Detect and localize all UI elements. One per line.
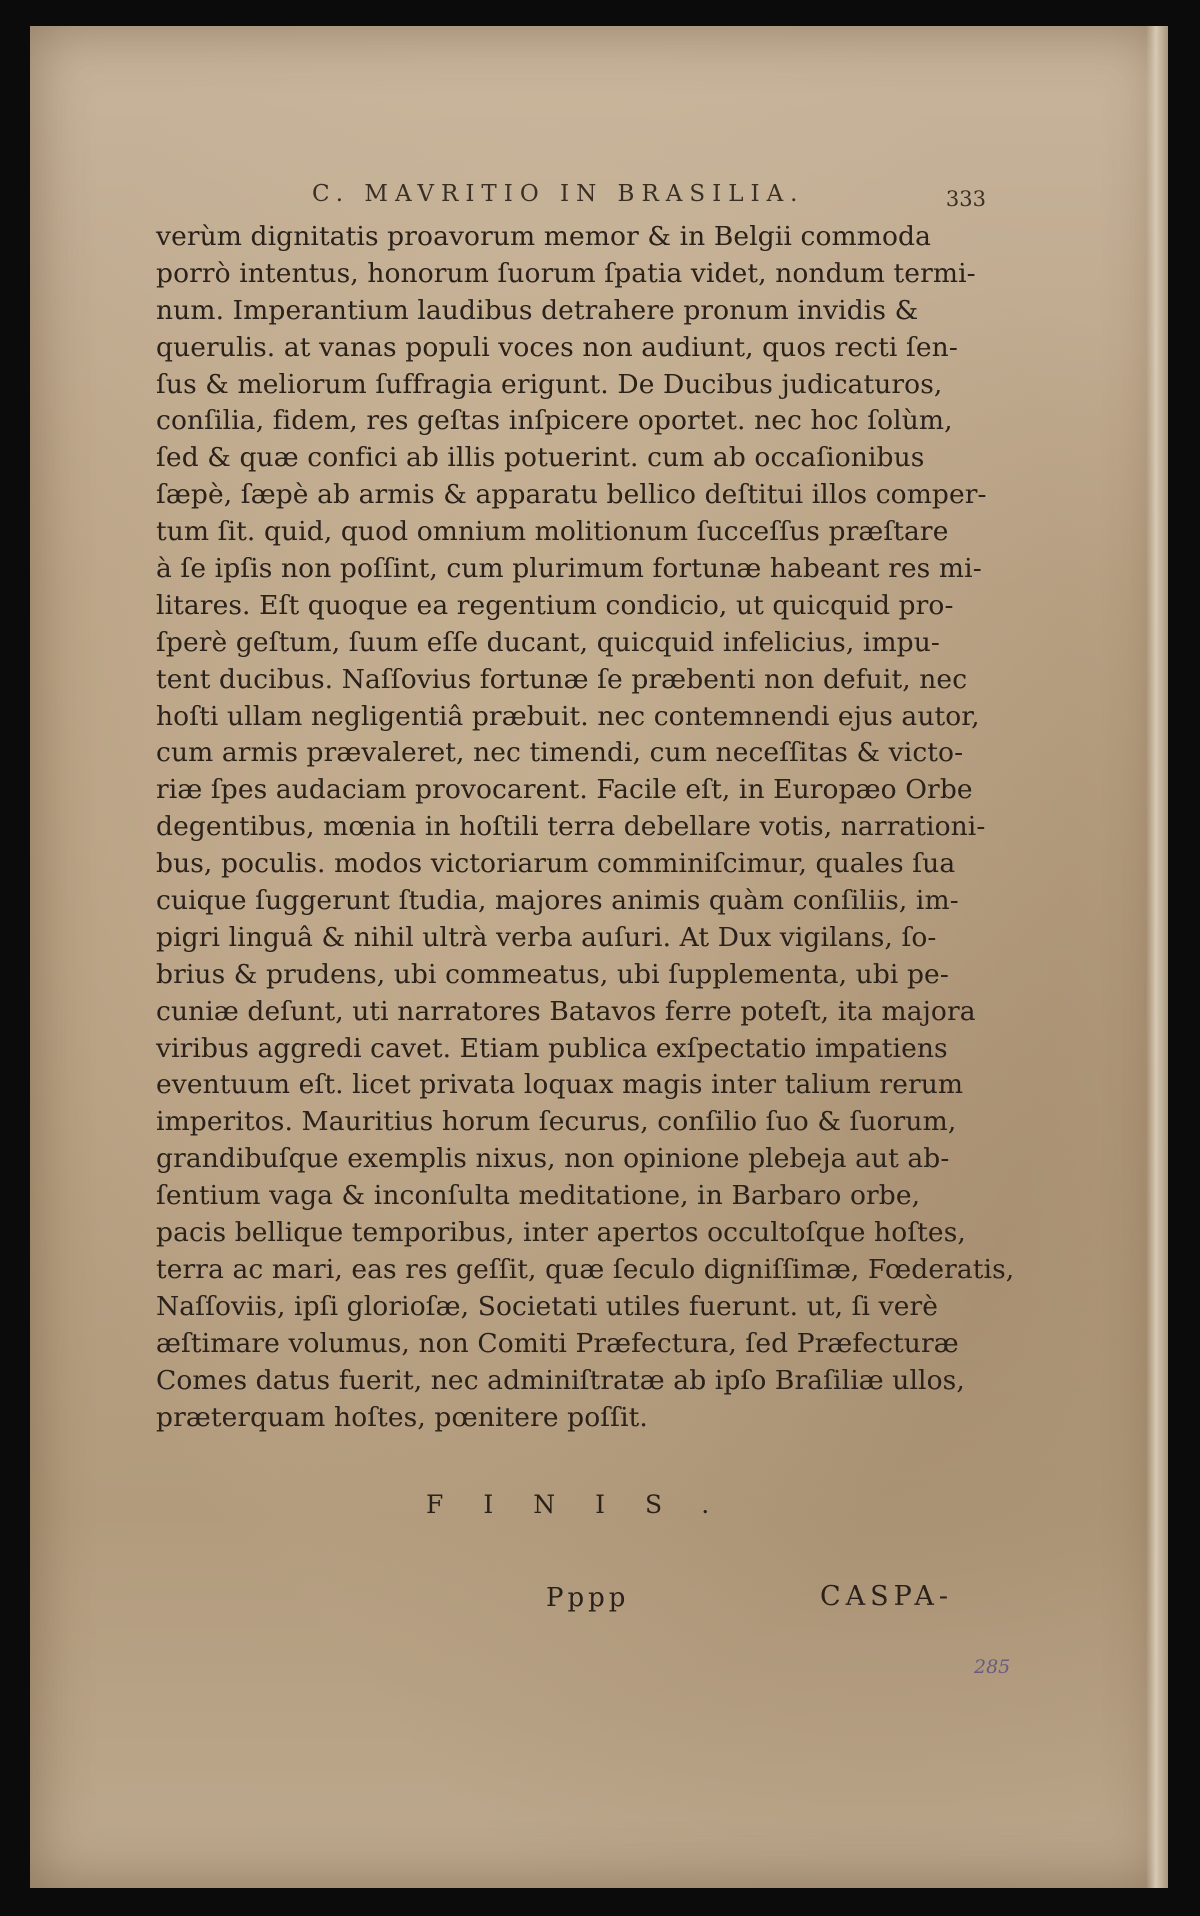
text-line: ſus & meliorum ſuffragia erigunt. De Ducibus judicaturos,	[156, 368, 943, 400]
text-line: brius & prudens, ubi commeatus, ubi ſupplementa, ubi pe-	[156, 958, 949, 990]
text-line: Comes datus fuerit, nec adminiſtratæ ab ipſo Braſiliæ ullos,	[156, 1364, 965, 1396]
text-line: hoſti ullam negligentiâ præbuit. nec contemnendi ejus autor,	[156, 700, 980, 732]
text-line: cuniæ deſunt, uti narratores Batavos ferre poteſt, ita majora	[156, 995, 976, 1027]
text-line: pacis bellique temporibus, inter apertos occultoſque hoſtes,	[156, 1217, 966, 1249]
text-line: ſentium vaga & inconſulta meditatione, in Barbaro orbe,	[156, 1180, 921, 1212]
running-head-title: C. MAVRITIO IN BRASILIA.	[312, 181, 805, 207]
finis-heading: FINIS.	[426, 1490, 750, 1519]
text-line: ſperè geſtum, ſuum eſſe ducant, quicquid infelicius, impu-	[156, 626, 940, 658]
text-line: verùm dignitatis proavorum memor & in Belgii commoda	[156, 221, 931, 252]
text-line: bus, poculis. modos victoriarum comminiſcimur, quales ſua	[156, 848, 956, 880]
text-line: terra ac mari, eas res geſſit, quæ ſeculo digniſſimæ, Fœderatis,	[156, 1253, 1015, 1285]
text-line: æſtimare volumus, non Comiti Præfectura, ſed Præfecturæ	[156, 1327, 959, 1359]
text-line: riæ ſpes audaciam provocarent. Facile eſt, in Europæo Orbe	[156, 774, 973, 806]
text-line: eventuum eſt. licet privata loquax magis inter talium rerum	[156, 1069, 964, 1101]
text-line: ſæpè, ſæpè ab armis & apparatu bellico deſtitui illos comper-	[156, 479, 987, 511]
text-line: ſed & quæ confici ab illis potuerint. cum ab occaſionibus	[156, 442, 925, 474]
text-line: Naſſoviis, ipſi glorioſæ, Societati utiles fuerunt. ut, ſi verè	[156, 1290, 939, 1322]
body-text	[156, 219, 1015, 1436]
page-edge	[1146, 26, 1168, 1888]
text-line: litares. Eſt quoque ea regentium condicio, ut quicquid pro-	[156, 589, 954, 621]
text-line: querulis. at vanas populi voces non audiunt, quos recti ſen-	[156, 331, 958, 363]
text-block	[156, 177, 1015, 1436]
text-line: imperitos. Mauritius horum ſecurus, conſilio ſuo & ſuorum,	[156, 1106, 957, 1138]
text-line: conſilia, fidem, res geſtas inſpicere oportet. nec hoc ſolùm,	[156, 405, 953, 437]
signature-mark: Pppp	[546, 1583, 630, 1613]
text-line: præterquam hoſtes, pœnitere poſſit.	[156, 1401, 648, 1433]
page-number: 333	[945, 187, 986, 211]
handwritten-folio-number: 285	[974, 1656, 1011, 1678]
text-line: tum ſit. quid, quod omnium molitionum ſucceſſus præſtare	[156, 516, 949, 548]
text-line: cuique ſuggerunt ſtudia, majores animis quàm conſiliis, im-	[156, 885, 959, 917]
running-head	[156, 177, 1006, 219]
text-line: grandibuſque exemplis nixus, non opinione plebeja aut ab-	[156, 1143, 950, 1175]
book-page	[30, 26, 1168, 1888]
text-line: tent ducibus. Naſſovius fortunæ ſe præbenti non defuit, nec	[156, 663, 968, 695]
text-line: viribus aggredi cavet. Etiam publica exſpectatio impatiens	[156, 1032, 948, 1064]
text-line: à ſe ipſis non poſſint, cum plurimum fortunæ habeant res mi-	[156, 553, 982, 585]
text-line: pigri linguâ & nihil ultrà verba auſuri. At Dux vigilans, ſo-	[156, 921, 937, 953]
text-line: porrò intentus, honorum ſuorum ſpatia videt, nondum termi-	[156, 257, 976, 289]
text-line: degentibus, mœnia in hoſtili terra debellare votis, narrationi-	[156, 811, 986, 843]
catchword: CASPA-	[820, 1581, 953, 1612]
text-line: cum armis prævaleret, nec timendi, cum neceſſitas & victo-	[156, 737, 964, 769]
text-line: num. Imperantium laudibus detrahere pronum invidis &	[156, 294, 919, 326]
